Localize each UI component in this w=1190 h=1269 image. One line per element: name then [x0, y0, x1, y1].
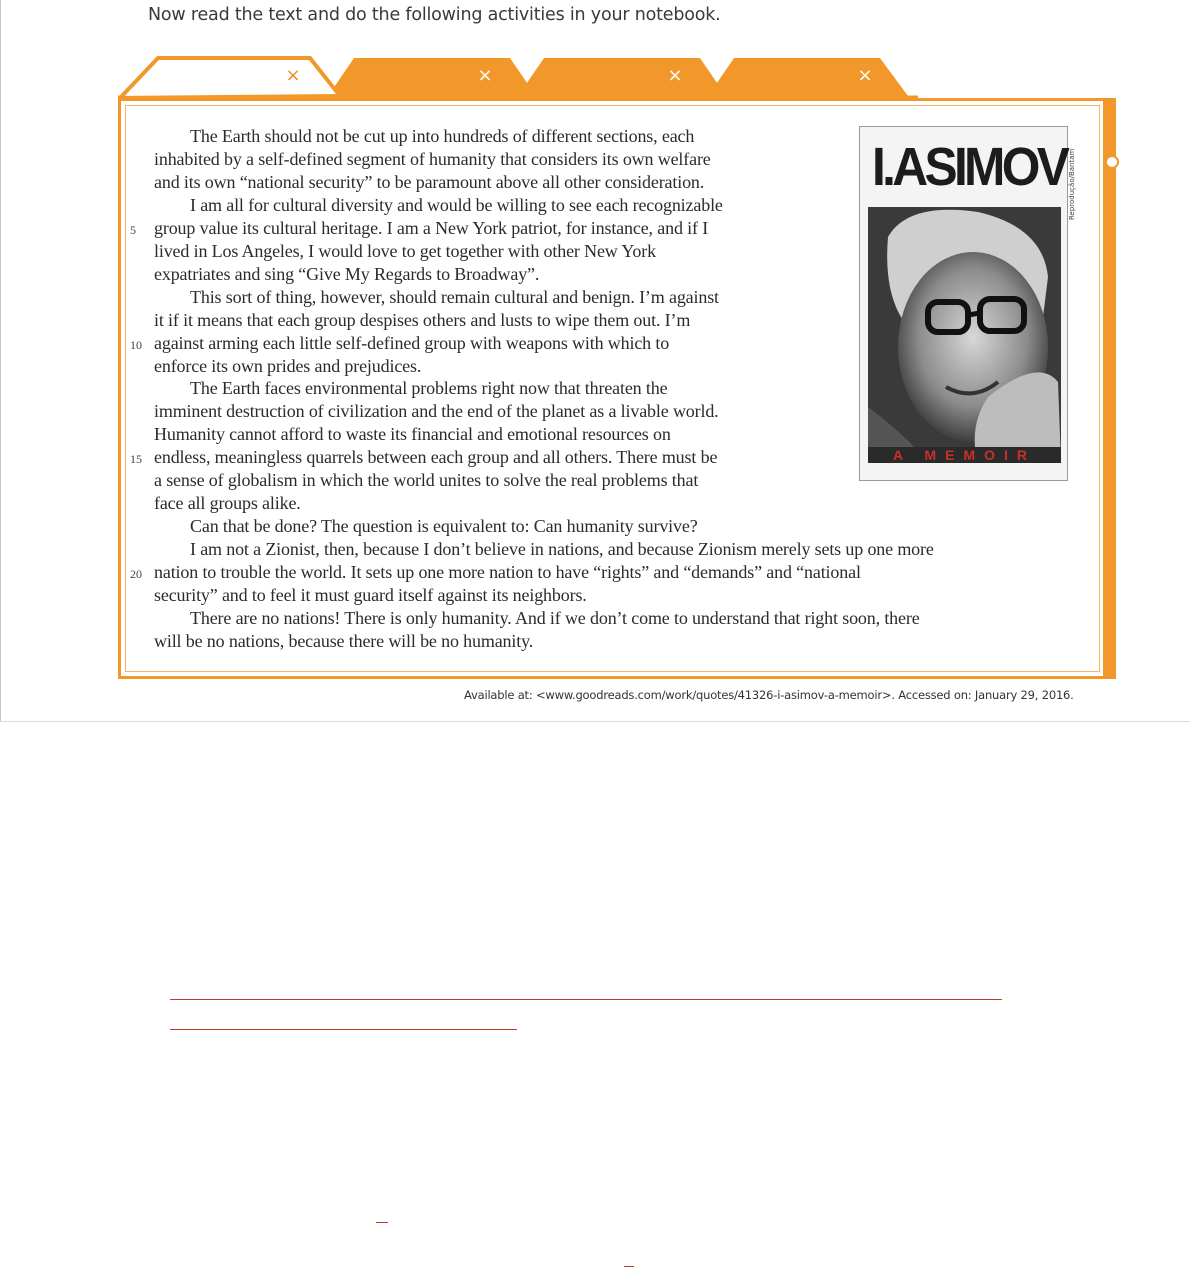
tab-shapes [118, 56, 918, 98]
line-number: 10 [130, 337, 142, 352]
text-box-side-bar [1103, 101, 1113, 676]
excerpt-line: imminent destruction of civilization and the end of the planet as a livable world. [154, 401, 719, 422]
tab-4-close-icon[interactable]: × [857, 65, 873, 86]
excerpt-line: Can that be done? The question is equivalent to: Can humanity survive? [190, 516, 698, 537]
excerpt-line: The Earth should not be cut up into hundreds of different sections, each [190, 126, 695, 146]
excerpt-line: There are no nations! There is only humanity. And if we don’t come to understand that right soon, there [190, 607, 920, 628]
excerpt-line: inhabited by a self-defined segment of humanity that considers its own welfare [154, 148, 711, 169]
tab-strip [118, 56, 918, 98]
excerpt-line: I am not a Zionist, then, because I don’t believe in nations, and because Zionism merely sets up one more [190, 539, 934, 560]
image-credit: Reprodução/Bantam [1068, 148, 1076, 220]
excerpt-line: enforce its own prides and prejudices. [154, 355, 422, 376]
tab-1-close-icon[interactable]: × [285, 65, 301, 86]
answer-mark-1 [376, 1222, 388, 1223]
answer-line-2 [170, 1029, 517, 1030]
excerpt-line: I am all for cultural diversity and would be willing to see each recognizable [190, 194, 723, 215]
excerpt-line: endless, meaningless quarrels between each group and all others. There must be [154, 447, 718, 468]
excerpt-line: expatriates and sing “Give My Regards to Broadway”. [154, 263, 540, 284]
author-portrait [868, 207, 1061, 463]
book-subtitle: A MEMOIR [868, 447, 1061, 463]
book-title: I.ASIMOV [872, 137, 1067, 197]
tab-2-close-icon[interactable]: × [477, 65, 493, 86]
line-number: 20 [130, 567, 142, 582]
source-citation: Available at: <www.goodreads.com/work/quotes/41326-i-asimov-a-memoir>. Accessed on: January 29, 2016. [464, 688, 1074, 702]
excerpt-line: against arming each little self-defined group with weapons with which to [154, 332, 670, 353]
excerpt-line: security” and to feel it must guard itself against its neighbors. [154, 585, 587, 605]
book-cover-image [859, 126, 1068, 481]
instruction-text: Now read the text and do the following activities in your notebook. [148, 5, 721, 25]
line-number: 5 [130, 222, 136, 237]
excerpt-line: a sense of globalism in which the world unites to solve the real problems that [154, 470, 699, 491]
excerpt-line: lived in Los Angeles, I would love to get together with other New York [154, 240, 656, 261]
excerpt-line: and its own “national security” to be paramount above all other consideration. [154, 171, 705, 192]
ring-binder-icon [1105, 155, 1119, 169]
excerpt-line: will be no nations, because there will be no humanity. [154, 630, 534, 651]
excerpt-line: The Earth faces environmental problems right now that threaten the [190, 378, 668, 399]
excerpt-line: Humanity cannot afford to waste its financial and emotional resources on [154, 424, 671, 445]
excerpt-line: nation to trouble the world. It sets up one more nation to have “rights” and “demands” and “national [154, 562, 861, 583]
answer-line-1 [170, 999, 1002, 1000]
line-number: 15 [130, 452, 142, 467]
tab-3-close-icon[interactable]: × [667, 65, 683, 86]
answer-mark-2 [624, 1266, 634, 1267]
excerpt-line: group value its cultural heritage. I am a New York patriot, for instance, and if I [154, 217, 709, 238]
excerpt-line: face all groups alike. [154, 493, 301, 514]
excerpt-line: it if it means that each group despises others and lusts to wipe them out. I’m [154, 309, 691, 330]
excerpt-line: This sort of thing, however, should remain cultural and benign. I’m against [190, 286, 719, 307]
